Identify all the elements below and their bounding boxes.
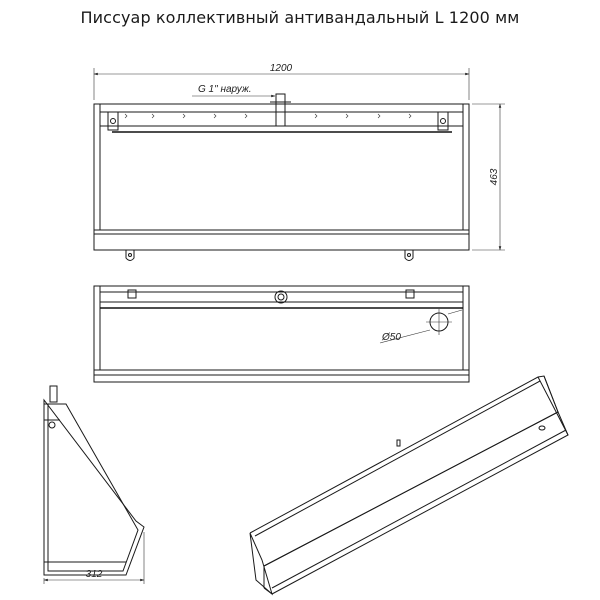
depth-dimension-label: 312 [85,569,103,580]
length-dimension-label: 1200 [269,63,293,74]
front-view [94,63,505,261]
thread-dimension-label: G 1" наруж. [198,84,252,95]
isometric-view [250,376,568,594]
page-title: Писсуар коллективный антивандальный L 1200 мм [80,8,520,27]
drain-dimension-label: Ø50 [382,332,401,343]
top-view [94,286,469,382]
height-dimension-label: 463 [489,168,500,186]
side-view [44,386,144,584]
